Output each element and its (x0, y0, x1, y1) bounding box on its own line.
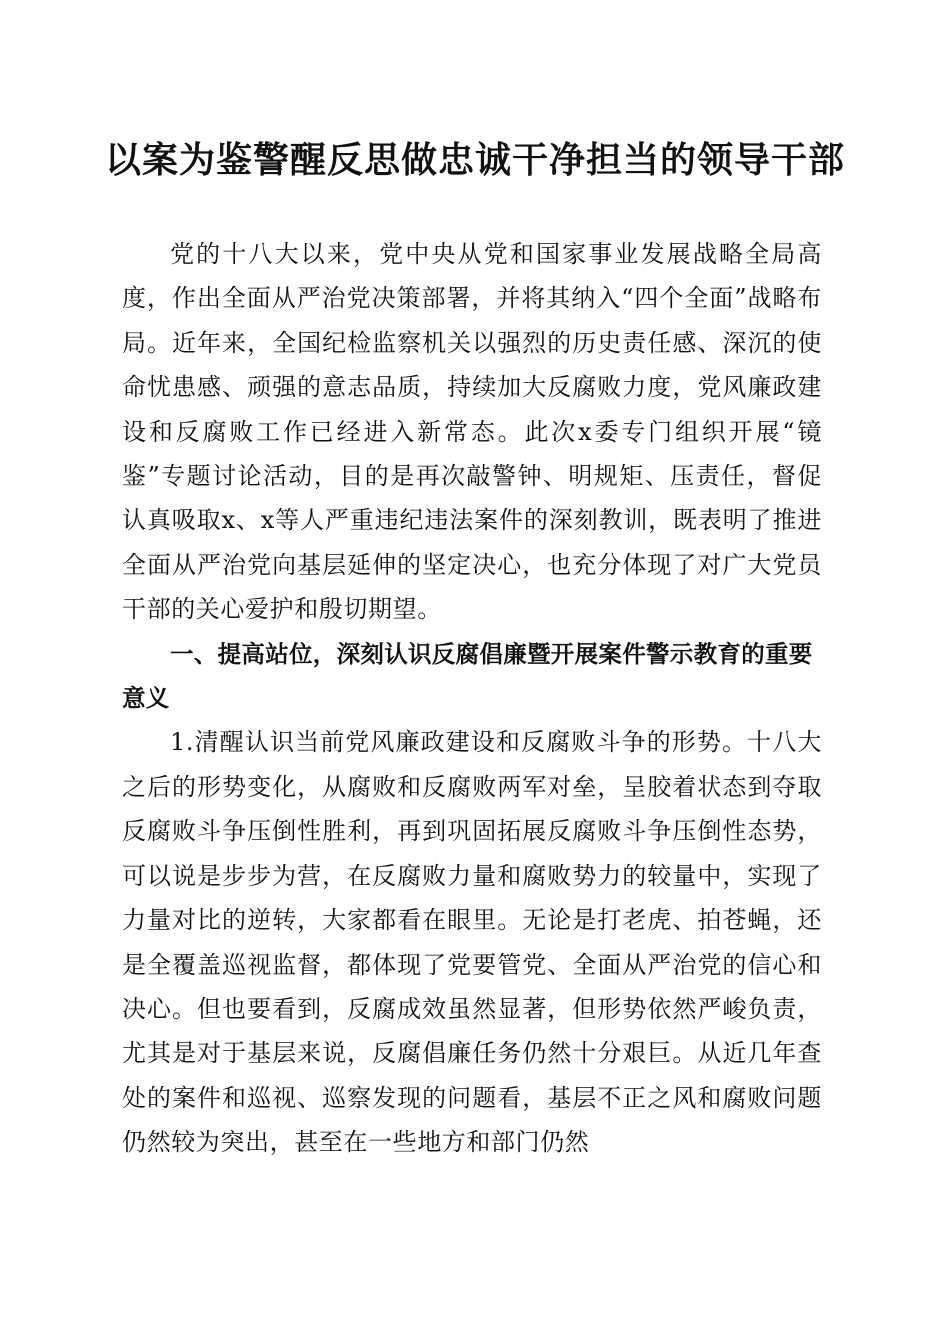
document-title: 以案为鉴警醒反思做忠诚干净担当的领导干部 (104, 139, 845, 181)
section-heading: 一、提高站位，深刻认识反腐倡廉暨开展案件警示教育的重要意义 (122, 639, 813, 713)
section-paragraph: 1.清醒认识当前党风廉政建设和反腐败斗争的形势。十八大之后的形势变化，从腐败和反腐败两军对垒，呈胶着状态到夺取反腐败斗争压倒性胜利，再到巩固拓展反腐败斗争压倒性态势，可以说是步步为营，在反腐败力量和腐败势力的较量中，实现了力量对比的逆转，大家都看在眼里。无论是打老虎、拍苍蝇，还是全覆盖巡视监督，都体现了党要管党、全面从严治党的信心和决心。但也要看到，反腐成效虽然显著，但形势依然严峻负责，尤其是对于基层来说，反腐倡廉任务仍然十分艰巨。从近几年查处的案件和巡视、巡察发现的问题看，基层不正之风和腐败问题仍然较为突出，甚至在一些地方和部门仍然 (122, 728, 822, 1157)
document-body (122, 232, 822, 1165)
intro-paragraph: 党的十八大以来，党中央从党和国家事业发展战略全局高度，作出全面从严治党决策部署，并将其纳入“四个全面”战略布局。近年来，全国纪检监察机关以强烈的历史责任感、深沉的使命忧患感、顽强的意志品质，持续加大反腐败力度，党风廉政建设和反腐败工作已经进入新常态。此次x委专门组织开展“镜鉴”专题讨论活动，目的是再次敲警钟、明规矩、压责任，督促认真吸取x、x等人严重违纪违法案件的深刻教训，既表明了推进全面从严治党向基层延伸的坚定决心，也充分体现了对广大党员干部的关心爱护和殷切期望。 (122, 240, 822, 624)
